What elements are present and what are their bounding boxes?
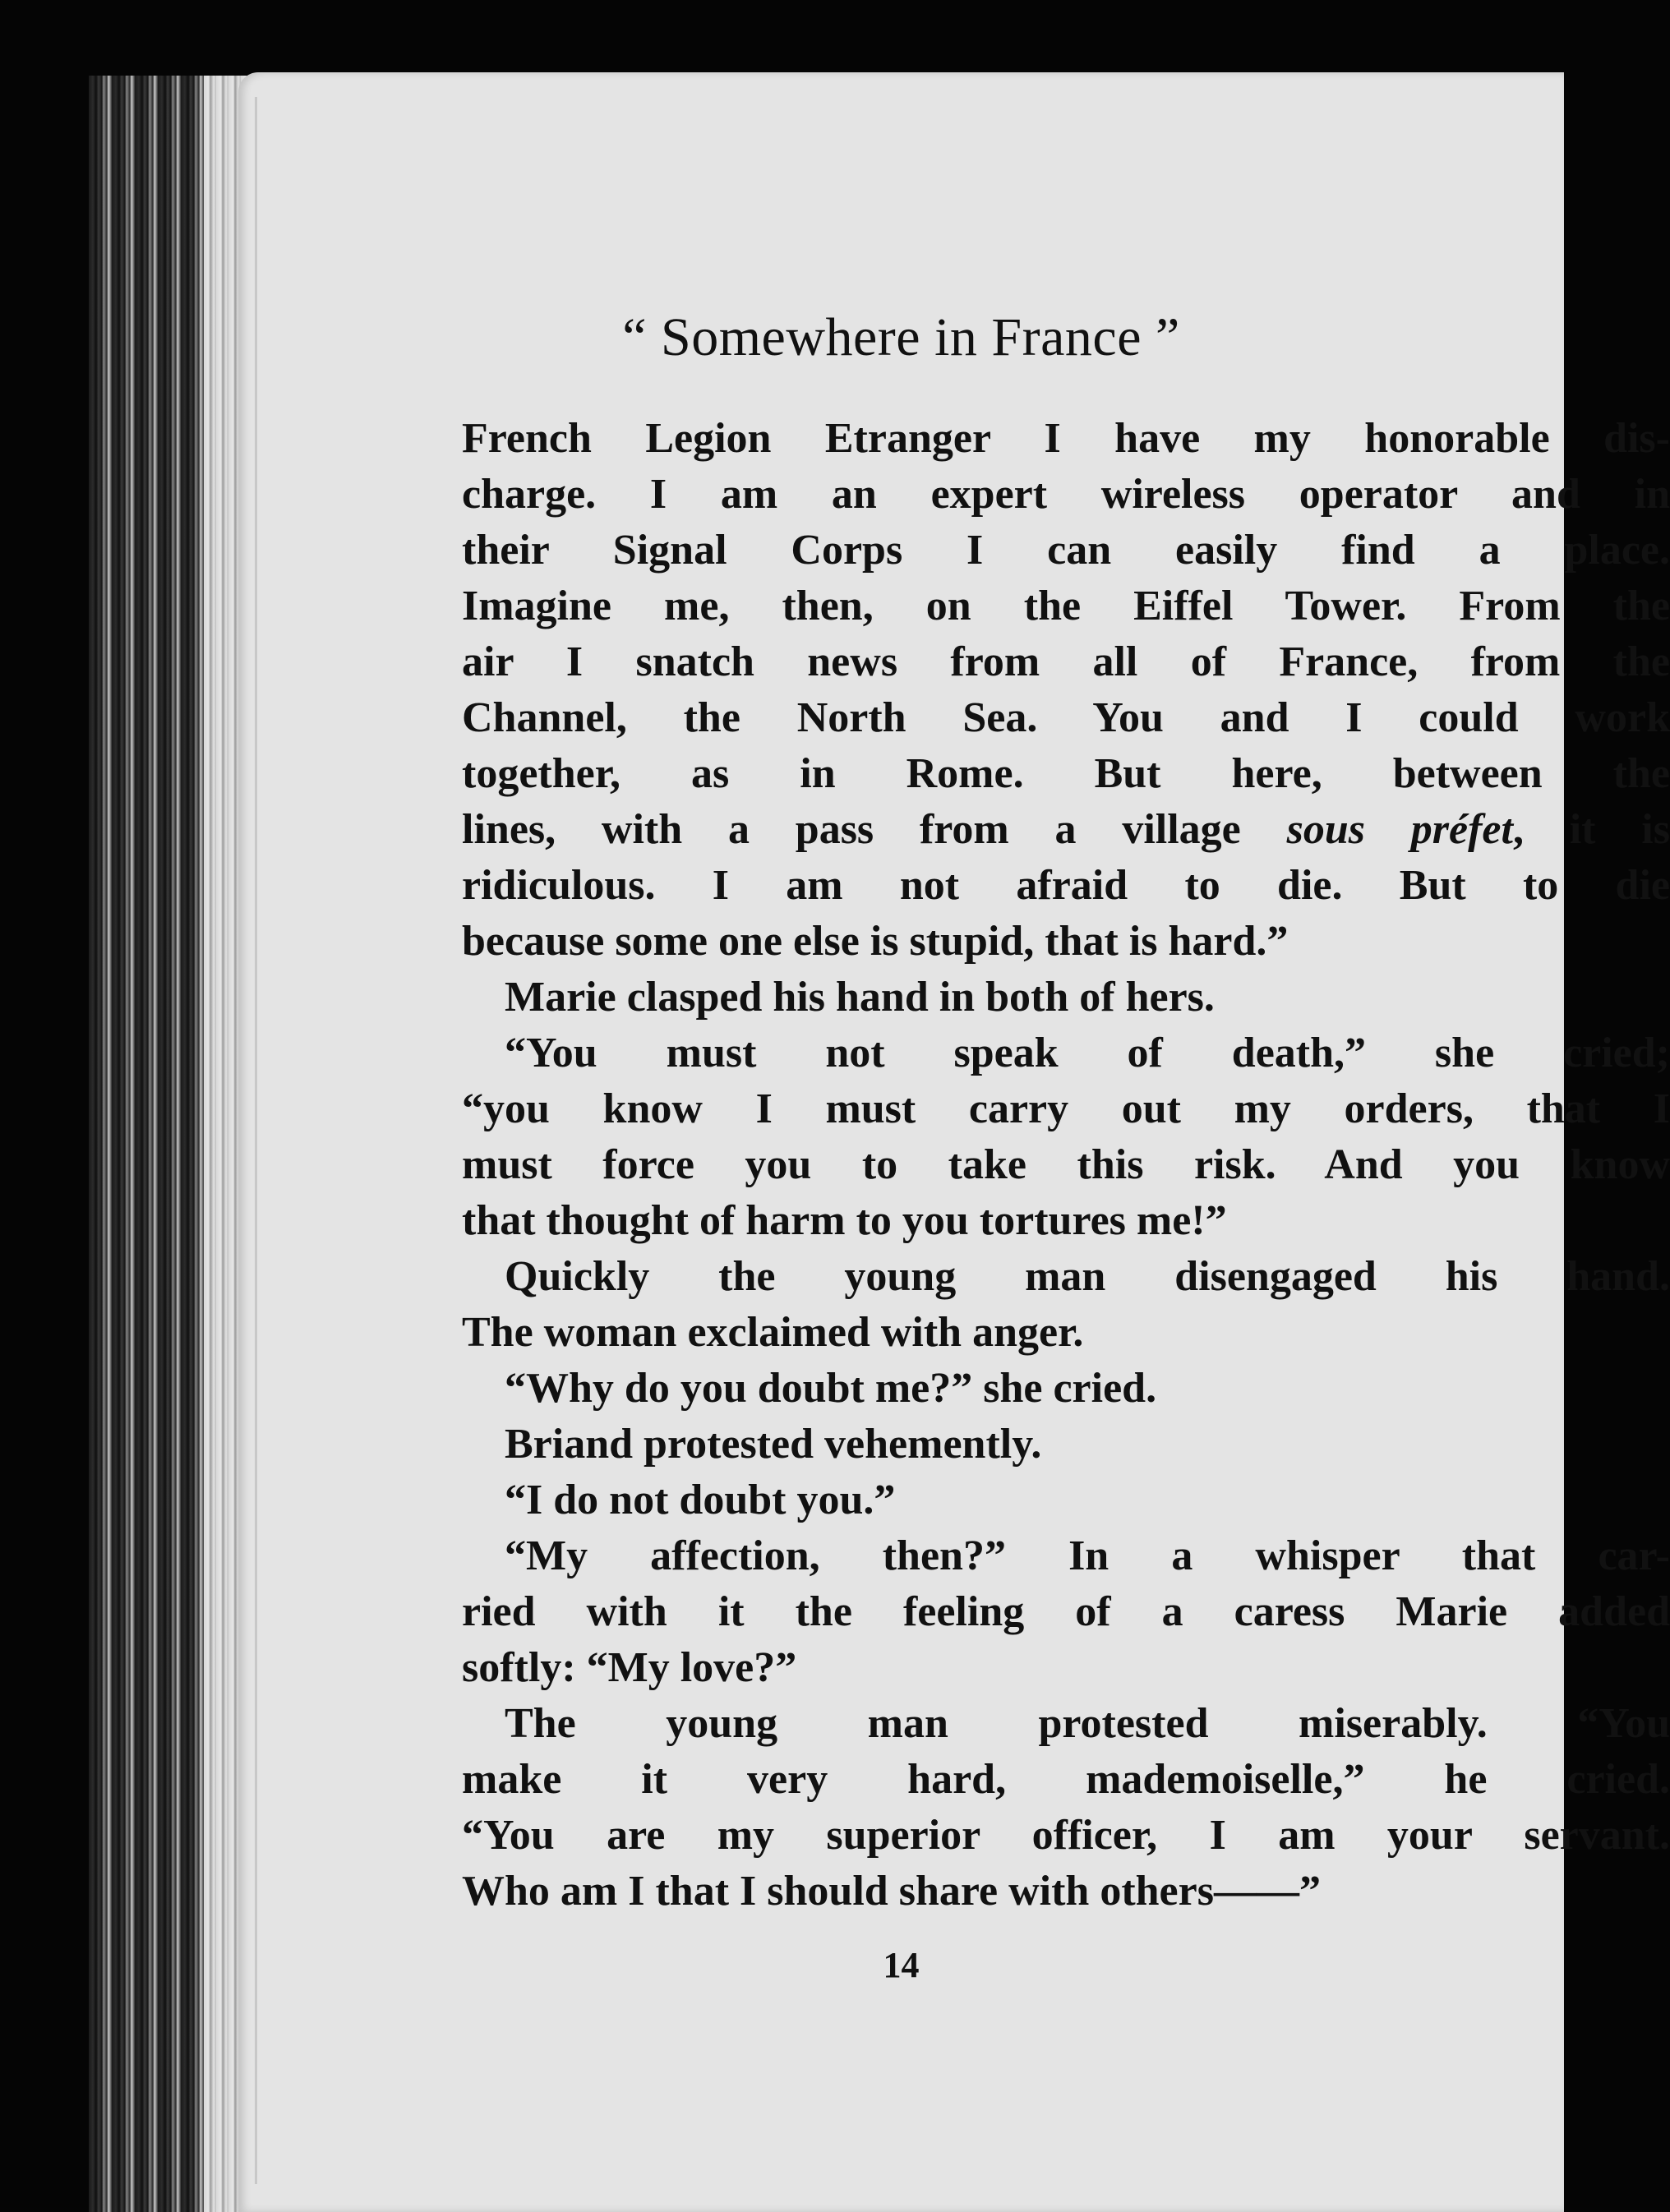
text-segment: lines, with a pass from a village bbox=[462, 806, 1287, 853]
text-line: ried with it the feeling of a caress Marie added bbox=[462, 1588, 1670, 1635]
text-line: air I snatch news from all of France, from the bbox=[462, 638, 1670, 685]
text-line: Who am I that I should share with others——” bbox=[462, 1868, 1321, 1915]
text-line: together, as in Rome. But here, between the bbox=[462, 750, 1670, 797]
text-line: “Why do you doubt me?” she cried. bbox=[505, 1365, 1157, 1412]
text-line: Briand protested vehemently. bbox=[505, 1421, 1042, 1468]
text-line: that thought of harm to you tortures me!” bbox=[462, 1197, 1227, 1244]
text-line: make it very hard, mademoiselle,” he cried. bbox=[462, 1756, 1670, 1803]
text-line: because some one else is stupid, that is hard.” bbox=[462, 918, 1289, 965]
text-line: Imagine me, then, on the Eiffel Tower. From the bbox=[462, 583, 1670, 629]
text-line: Quickly the young man disengaged his hand. bbox=[505, 1253, 1670, 1300]
text-line: The young man protested miserably. “You bbox=[505, 1700, 1670, 1747]
text-line: their Signal Corps I can easily find a place. bbox=[462, 527, 1670, 574]
text-line: softly: “My love?” bbox=[462, 1644, 797, 1691]
text-line: The woman exclaimed with anger. bbox=[462, 1309, 1084, 1356]
text-line: “My affection, then?” In a whisper that car- bbox=[505, 1532, 1670, 1579]
text-line: French Legion Etranger I have my honorable dis- bbox=[462, 415, 1670, 462]
text-line: ridiculous. I am not afraid to die. But to die bbox=[462, 862, 1670, 909]
running-title: “ Somewhere in France ” bbox=[622, 307, 1180, 367]
page-number: 14 bbox=[883, 1945, 920, 1985]
text-segment: , it is bbox=[1512, 806, 1670, 853]
text-line: “You must not speak of death,” she cried; bbox=[505, 1030, 1670, 1076]
text-line: charge. I am an expert wireless operator and in bbox=[462, 471, 1670, 518]
text-line: “you know I must carry out my orders, that I bbox=[462, 1085, 1670, 1132]
text-line: “You are my superior officer, I am your servant. bbox=[462, 1812, 1670, 1859]
text-line bbox=[462, 802, 1670, 858]
book-page bbox=[238, 72, 1670, 2212]
book-page-edges bbox=[89, 76, 253, 2212]
page-gutter-line bbox=[255, 97, 257, 2184]
text-line: Channel, the North Sea. You and I could work bbox=[462, 694, 1670, 741]
italic-phrase: sous préfet bbox=[1286, 806, 1513, 853]
running-header bbox=[238, 306, 1564, 369]
text-line: “I do not doubt you.” bbox=[505, 1477, 896, 1523]
text-line: Marie clasped his hand in both of hers. bbox=[505, 974, 1215, 1021]
text-line: must force you to take this risk. And you know bbox=[462, 1141, 1670, 1188]
body-text bbox=[462, 411, 1670, 1919]
